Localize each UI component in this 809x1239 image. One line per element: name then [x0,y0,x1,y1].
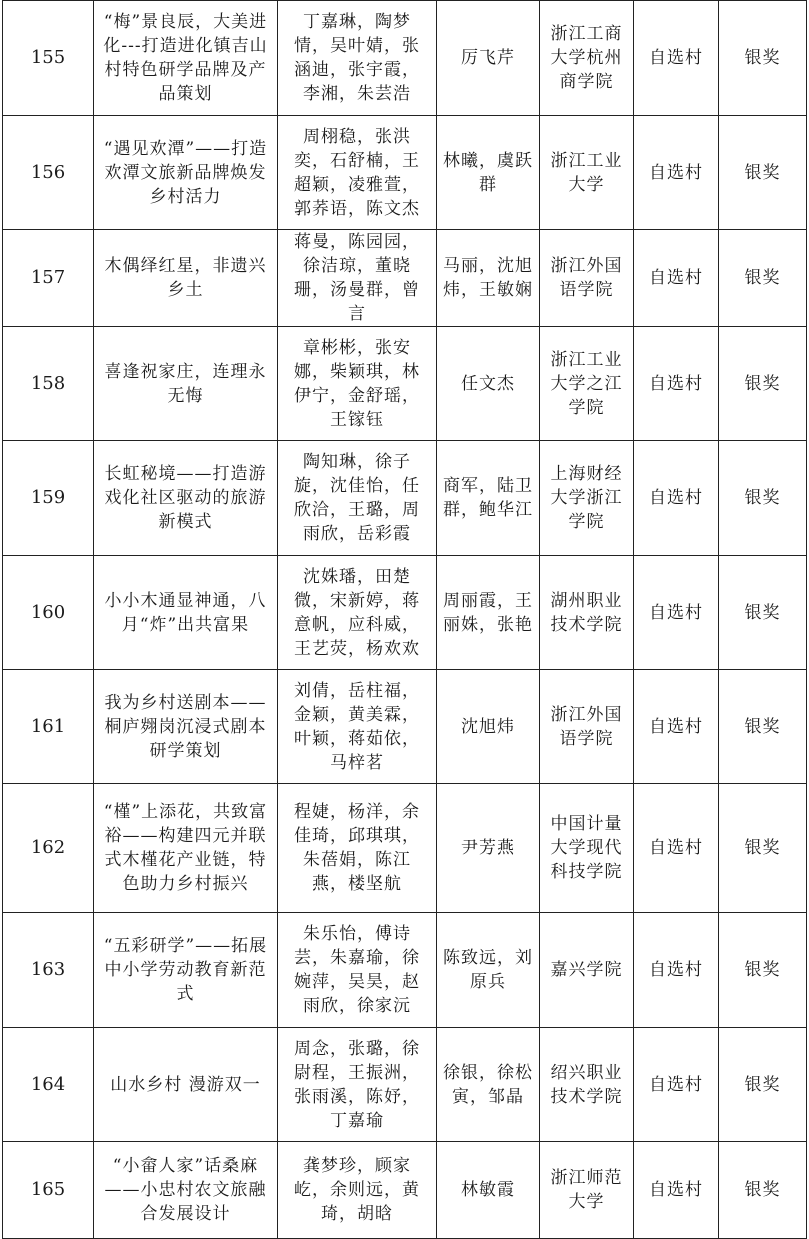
project-title: 长虹秘境——打造游戏化社区驱动的旅游新模式 [94,441,278,556]
team-members: 龚梦珍，顾家屹，余则远，黄琦，胡晗 [278,1142,437,1239]
school-name: 中国计量大学现代科技学院 [540,784,634,913]
advisor-names: 林曦，虞跃群 [437,116,540,230]
advisor-names: 马丽，沈旭炜，王敏娴 [437,230,540,327]
project-title: “遇见欢潭”——打造欢潭文旅新品牌焕发乡村活力 [94,116,278,230]
table-row [3,1028,807,1142]
advisor-names: 陈致远，刘原兵 [437,913,540,1028]
team-members: 章彬彬，张安娜，柴颖琪，林伊宁，金舒瑶，王镓钰 [278,327,437,441]
award-level: 银奖 [719,230,807,327]
village-category: 自选村 [634,327,719,441]
row-number: 161 [3,670,94,784]
project-title: 我为乡村送剧本——桐庐翙岗沉浸式剧本研学策划 [94,670,278,784]
table-row [3,670,807,784]
advisor-names: 沈旭炜 [437,670,540,784]
advisor-names: 尹芳燕 [437,784,540,913]
award-level: 银奖 [719,670,807,784]
village-category: 自选村 [634,1028,719,1142]
row-number: 165 [3,1142,94,1239]
award-level: 银奖 [719,913,807,1028]
team-members: 朱乐怡，傅诗芸，朱嘉瑜，徐婉萍，吴昊，赵雨欣，徐家沅 [278,913,437,1028]
row-number: 157 [3,230,94,327]
village-category: 自选村 [634,1,719,116]
advisor-names: 厉飞芹 [437,1,540,116]
project-title: 木偶绎红星，非遗兴乡土 [94,230,278,327]
advisor-names: 林敏霞 [437,1142,540,1239]
village-category: 自选村 [634,670,719,784]
village-category: 自选村 [634,441,719,556]
school-name: 湖州职业技术学院 [540,556,634,670]
award-table [2,0,807,1239]
team-members: 刘倩，岳柱福，金颖，黄美霖，叶颖，蒋茹依，马梓茗 [278,670,437,784]
team-members: 周念，张璐，徐尉程，王振洲，张雨溪，陈妤，丁嘉瑜 [278,1028,437,1142]
row-number: 163 [3,913,94,1028]
school-name: 嘉兴学院 [540,913,634,1028]
row-number: 158 [3,327,94,441]
village-category: 自选村 [634,784,719,913]
award-level: 银奖 [719,556,807,670]
award-level: 银奖 [719,1028,807,1142]
village-category: 自选村 [634,116,719,230]
row-number: 162 [3,784,94,913]
team-members: 周栩稳，张洪奕，石舒楠，王超颖，凌雅萱，郭荞语，陈文杰 [278,116,437,230]
village-category: 自选村 [634,1142,719,1239]
table-row [3,230,807,327]
team-members: 蒋曼，陈园园，徐洁琼，董晓珊，汤曼群，曾言 [278,230,437,327]
project-title: 小小木通显神通，八月“炸”出共富果 [94,556,278,670]
project-title: “槿”上添花，共致富裕——构建四元并联式木槿花产业链，特色助力乡村振兴 [94,784,278,913]
award-level: 银奖 [719,1142,807,1239]
table-row [3,327,807,441]
project-title: 喜逢祝家庄，连理永无悔 [94,327,278,441]
project-title: “小畲人家”话桑麻——小忠村农文旅融合发展设计 [94,1142,278,1239]
school-name: 浙江师范大学 [540,1142,634,1239]
school-name: 浙江工商大学杭州商学院 [540,1,634,116]
row-number: 160 [3,556,94,670]
team-members: 陶知琳，徐子旋，沈佳怡，任欣洽，王璐，周雨欣，岳彩霞 [278,441,437,556]
award-level: 银奖 [719,327,807,441]
table-body [3,1,807,1239]
village-category: 自选村 [634,556,719,670]
advisor-names: 商军，陆卫群，鲍华江 [437,441,540,556]
award-level: 银奖 [719,116,807,230]
row-number: 164 [3,1028,94,1142]
award-level: 银奖 [719,1,807,116]
table-row [3,784,807,913]
school-name: 浙江外国语学院 [540,670,634,784]
project-title: “五彩研学”——拓展中小学劳动教育新范式 [94,913,278,1028]
table-row [3,1,807,116]
table-row [3,913,807,1028]
award-level: 银奖 [719,784,807,913]
school-name: 浙江工业大学之江学院 [540,327,634,441]
advisor-names: 徐银，徐松寅，邹晶 [437,1028,540,1142]
award-level: 银奖 [719,441,807,556]
village-category: 自选村 [634,913,719,1028]
project-title: “梅”景良辰，大美进化---打造进化镇吉山村特色研学品牌及产品策划 [94,1,278,116]
village-category: 自选村 [634,230,719,327]
table-row [3,441,807,556]
project-title: 山水乡村 漫游双一 [94,1028,278,1142]
team-members: 丁嘉琳，陶梦情，吴叶婧，张涵迪，张宇霞，李湘，朱芸浩 [278,1,437,116]
table-row [3,116,807,230]
table-row [3,1142,807,1239]
school-name: 浙江工业大学 [540,116,634,230]
advisor-names: 周丽霞，王丽姝，张艳 [437,556,540,670]
school-name: 上海财经大学浙江学院 [540,441,634,556]
school-name: 绍兴职业技术学院 [540,1028,634,1142]
table-row [3,556,807,670]
row-number: 156 [3,116,94,230]
team-members: 程婕，杨洋，余佳琦，邱琪琪，朱蓓娟，陈江燕，楼坚航 [278,784,437,913]
school-name: 浙江外国语学院 [540,230,634,327]
row-number: 159 [3,441,94,556]
row-number: 155 [3,1,94,116]
team-members: 沈姝璠，田楚微，宋新婷，蒋意帆，应科威，王艺荧，杨欢欢 [278,556,437,670]
advisor-names: 任文杰 [437,327,540,441]
